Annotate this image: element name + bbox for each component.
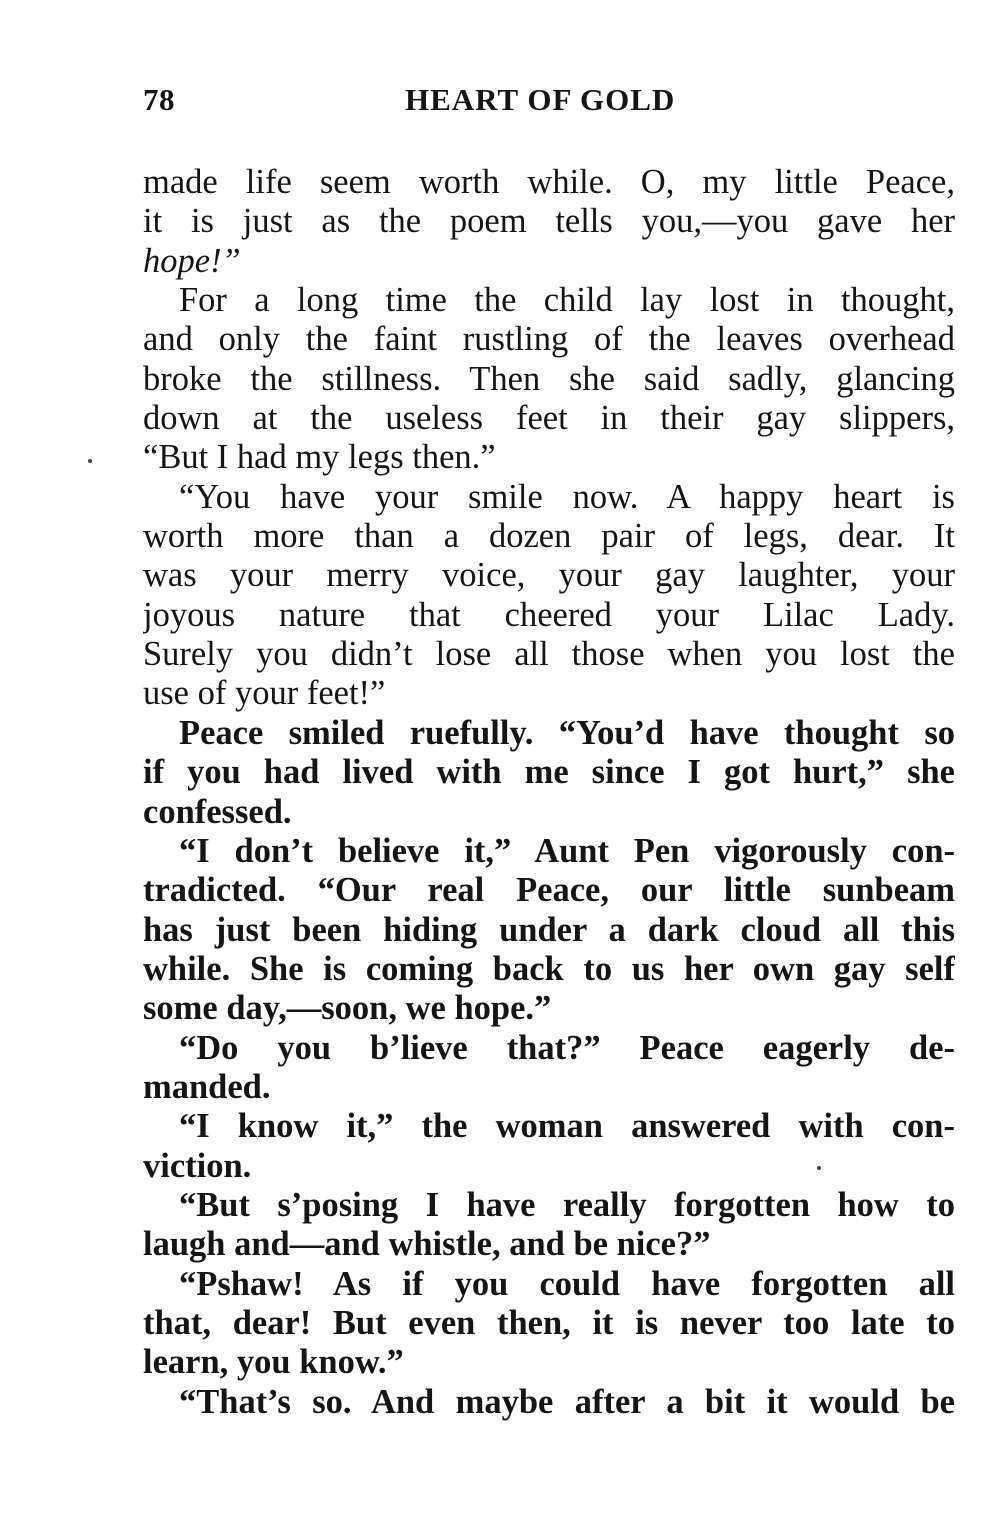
text-line: if you had lived with me since I got hurt,” she [143,753,955,792]
text-line: joyous nature that cheered your Lilac Lady. [143,595,955,634]
text-line: “I don’t believe it,” Aunt Pen vigorously con- [179,831,955,870]
text-line: and only the faint rustling of the leaves overhead [143,320,955,359]
text-line: “You have your smile now. A happy heart is [179,477,955,516]
text-line: “I know it,” the woman answered with con- [179,1107,955,1146]
speck-mark [817,1166,821,1170]
text-line: “But I had my legs then.” [143,438,496,477]
text-line: use of your feet!” [143,674,386,713]
text-line: tradicted. “Our real Peace, our little sunbeam [143,871,955,910]
page-number: 78 [143,82,175,117]
text-line: while. She is coming back to us her own gay self [143,949,955,988]
running-head: HEART OF GOLD [405,82,676,117]
text-line: has just been hiding under a dark cloud all this [143,910,955,949]
text-line: “That’s so. And maybe after a bit it would be [179,1382,955,1421]
page-header [143,82,955,122]
text-line: Surely you didn’t lose all those when you lost the [143,635,955,674]
text-line: “Do you b’lieve that?” Peace eagerly de- [179,1028,955,1067]
body-text [143,163,955,1422]
text-line: Peace smiled ruefully. “You’d have thought so [179,713,955,752]
text-line: made life seem worth while. O, my little Peace, [143,163,955,201]
text-line: worth more than a dozen pair of legs, dear. It [143,517,955,556]
speck-mark [88,459,92,463]
text-line: it is just as the poem tells you,—you gave her [143,202,955,241]
text-line: For a long time the child lay lost in thought, [179,281,955,320]
text-line: “But s’posing I have really forgotten how to [179,1185,955,1224]
text-line: learn, you know.” [143,1343,404,1382]
text-line: that, dear! But even then, it is never too late to [143,1303,955,1342]
text-line: broke the stillness. Then she said sadly, glancing [143,359,955,398]
text-line: laugh and—and whistle, and be nice?” [143,1225,711,1264]
text-line: hope!” [143,241,241,280]
text-line: confessed. [143,792,292,831]
text-line: viction. [143,1146,252,1185]
text-line: was your merry voice, your gay laughter, your [143,556,955,595]
text-line: some day,—soon, we hope.” [143,989,552,1028]
text-line: manded. [143,1067,271,1106]
text-line: “Pshaw! As if you could have forgotten all [179,1264,955,1303]
text-line: down at the useless feet in their gay slippers, [143,399,955,438]
